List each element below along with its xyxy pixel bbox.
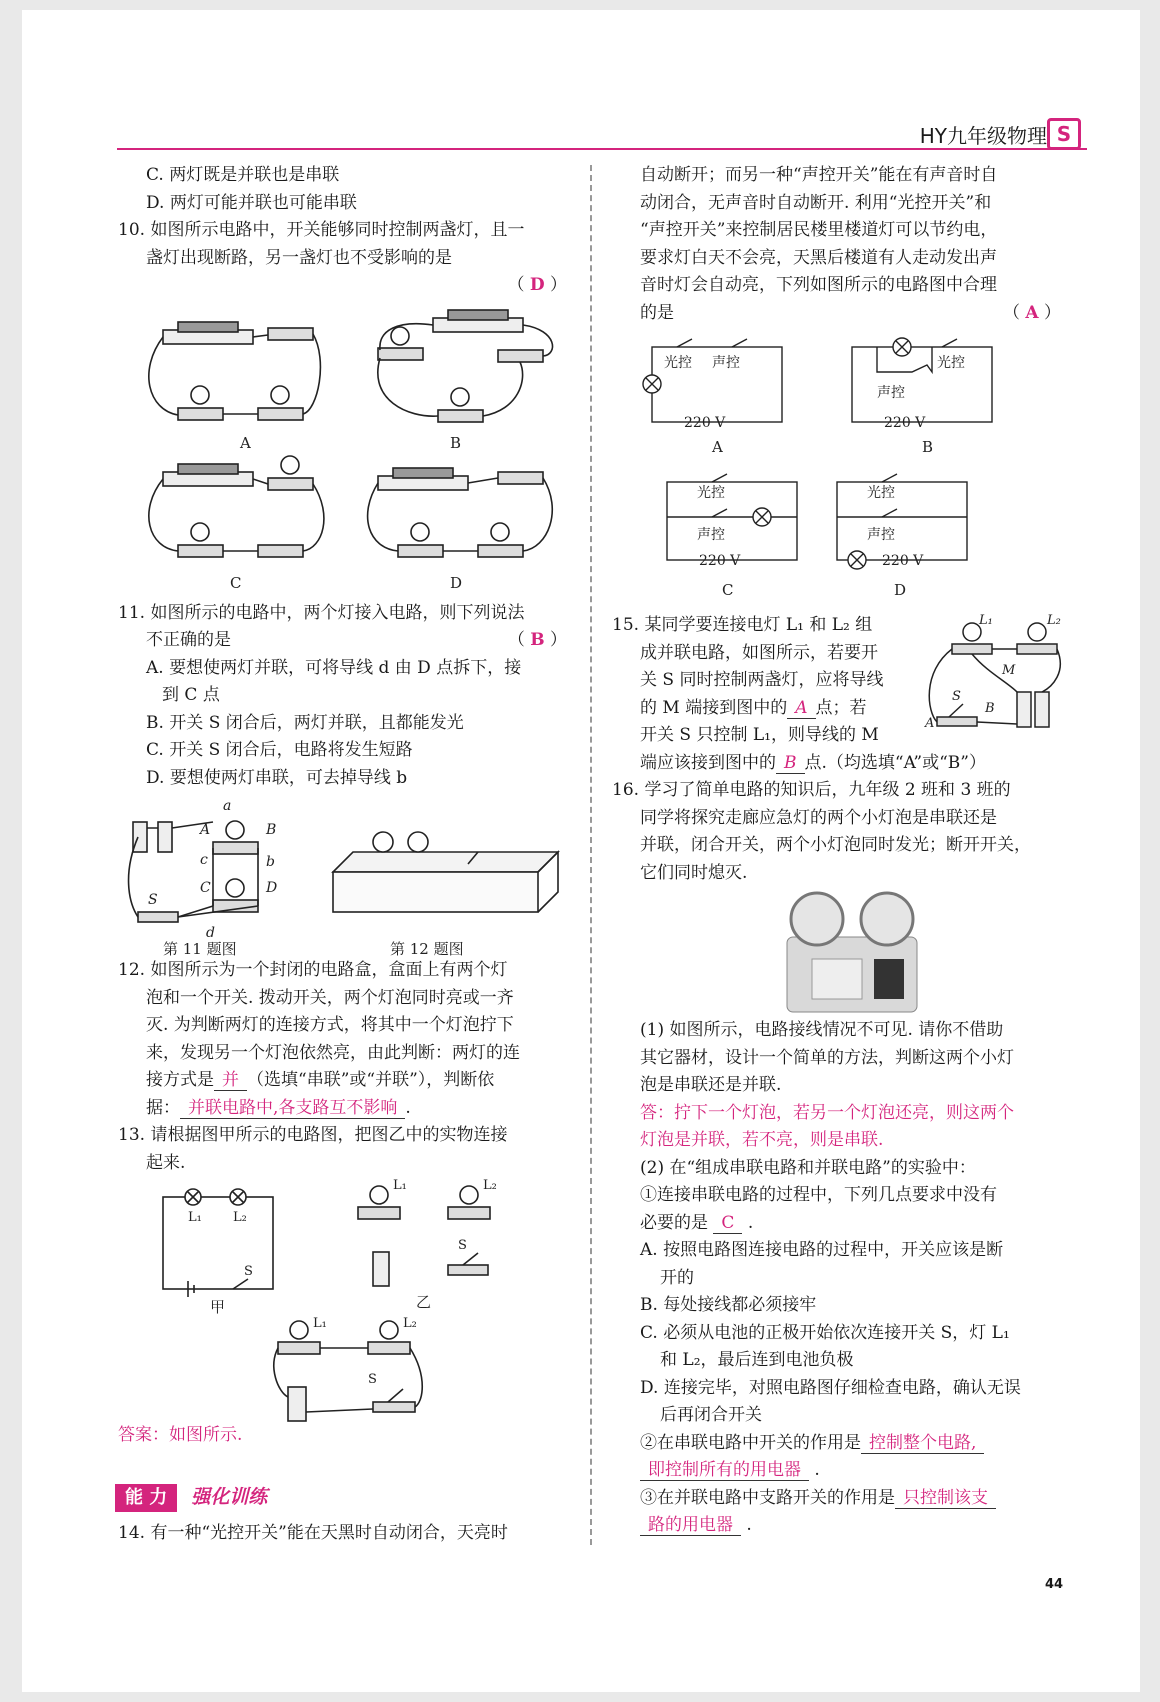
q14-text-4: “声控开关”来控制居民楼里楼道灯可以节约电， — [640, 220, 998, 240]
q16-part2-1: (2) 在“组成串联电路和并联电路”的实验中： — [640, 1157, 976, 1178]
q11-answer: B — [530, 630, 545, 650]
column-divider — [590, 165, 592, 1545]
q16-part2-q1a: ①连接串联电路的过程中，下列几点要求中没有 — [640, 1185, 997, 1205]
q12-text-6: 据： 并联电路中,各支路互不影响 . — [146, 1097, 411, 1118]
q15-text-4: 的 M 端接到图中的 A 点；若 — [640, 697, 867, 718]
header-rule — [117, 148, 1087, 150]
svg-text:M: M — [1002, 663, 1016, 678]
svg-text:A: A — [200, 822, 211, 838]
q15-text-3: 关 S 同时控制两盏灯，应将导线 — [640, 670, 884, 690]
q14-text-3: 动闭合，无声音时自动断开. 利用“光控开关”和 — [640, 192, 992, 213]
q16-part2-q3b: 路的用电器 . — [612, 1512, 1067, 1540]
q10-answer: D — [529, 275, 545, 295]
q11-option-a1: A. 要想使两灯并联，可将导线 d 由 D 点拆下，接 — [146, 657, 522, 678]
q16-text-2: 同学将探究走廊应急灯的两个小灯泡是串联还是 — [640, 807, 997, 828]
q11-option-d: D. 要想使两灯串联，可去掉导线 b — [146, 767, 408, 788]
q16-option-a1: A. 按照电路图连接电路的过程中，开关应该是断 — [640, 1240, 1004, 1260]
svg-text:L₂: L₂ — [403, 1316, 417, 1331]
q15-block — [612, 612, 1067, 777]
q16-part1-1: (1) 如图所示，电路接线情况不可见. 请你不借助 — [640, 1020, 1004, 1040]
fig13-jia: 甲 — [210, 1298, 226, 1316]
svg-text:L₂: L₂ — [233, 1210, 247, 1225]
svg-text:S: S — [148, 892, 158, 908]
q16-text-4: 它们同时熄灭. — [640, 862, 748, 883]
logo-icon: S — [1047, 118, 1081, 150]
q14-text-5: 要求灯白天不会亮，天黑后楼道有人走动发出声 — [640, 247, 997, 268]
header-title: HY九年级物理 — [919, 124, 1047, 148]
q16-part2-q1-answer: C — [713, 1213, 742, 1234]
q16-part1-2: 其它器材，设计一个简单的方法，判断这两个小灯 — [640, 1047, 1014, 1068]
q10-circuit-photos — [118, 300, 573, 600]
q13-text-2: 起来. — [146, 1152, 186, 1173]
q14-text-2: 自动断开；而另一种“声控开关”能在有声音时自 — [640, 165, 998, 185]
q14-answer: A — [1025, 302, 1039, 323]
svg-text:S: S — [952, 689, 961, 704]
q12-answer-1: 并 — [214, 1070, 247, 1091]
q13-figure — [118, 1177, 573, 1422]
q16-q2-answer-1: 控制整个电路, — [861, 1433, 984, 1454]
svg-text:L₁: L₁ — [393, 1178, 407, 1193]
svg-text:光控: 光控 — [937, 355, 965, 371]
left-column — [118, 162, 573, 1450]
q10-figure — [118, 300, 573, 600]
q16-emergency-light-photo — [612, 887, 1067, 1017]
q16-option-c2: 和 L₂，最后连到电池负极 — [660, 1350, 854, 1370]
q10-answer-bracket: （ D ） — [507, 275, 567, 295]
q16-q3-answer-2: 路的用电器 — [640, 1515, 741, 1536]
fig11-caption: 第 11 题图 — [163, 940, 237, 957]
q10-text-2: 盏灯出现断路，另一盏灯也不受影响的是 — [146, 247, 452, 268]
q11-q12-drawings — [118, 792, 573, 957]
q14-text-1: 14. 有一种“光控开关”能在天黑时自动闭合，天亮时 — [118, 1523, 508, 1543]
svg-text:L₂: L₂ — [1047, 613, 1061, 628]
q11-q12-figures — [118, 792, 573, 957]
svg-text:L₁: L₁ — [313, 1316, 327, 1331]
svg-text:a: a — [223, 798, 232, 814]
svg-text:声控: 声控 — [712, 355, 740, 371]
svg-text:220 V: 220 V — [699, 553, 741, 569]
svg-text:220 V: 220 V — [684, 415, 726, 431]
svg-text:b: b — [266, 854, 275, 870]
q14-figure — [612, 327, 1067, 612]
q10-label-d: D — [450, 573, 463, 592]
svg-text:声控: 声控 — [867, 527, 895, 543]
q11-option-c: C. 开关 S 闭合后，电路将发生短路 — [146, 740, 413, 760]
svg-text:L₂: L₂ — [483, 1178, 497, 1193]
q14-label-d: D — [894, 581, 907, 599]
q16-option-d2: 后再闭合开关 — [660, 1405, 762, 1425]
q16-text-3: 并联，闭合开关，两个小灯泡同时发光；断开开关， — [640, 835, 1031, 855]
q16-part2-q3: ③在并联电路中支路开关的作用是 只控制该支 — [612, 1485, 1067, 1513]
svg-text:L₁: L₁ — [979, 613, 993, 628]
svg-text:D: D — [266, 880, 278, 896]
q15-text-1: 15. 某同学要连接电灯 L₁ 和 L₂ 组 — [612, 615, 873, 635]
svg-text:c: c — [200, 852, 208, 868]
q13-circuits — [118, 1177, 573, 1422]
q16-part2-q2b: 即控制所有的用电器 . — [612, 1457, 1067, 1485]
page-number: 44 — [1045, 1577, 1064, 1592]
q14-label-b: B — [922, 438, 934, 456]
q16-option-a2: 开的 — [660, 1267, 694, 1288]
svg-text:光控: 光控 — [664, 355, 692, 371]
fig12-caption: 第 12 题图 — [390, 940, 464, 957]
q10-label-c: C — [230, 573, 242, 592]
q16-part2-q2: ②在串联电路中开关的作用是 控制整个电路, — [612, 1430, 1067, 1458]
emergency-light-image — [612, 887, 1067, 1017]
svg-text:声控: 声控 — [877, 385, 905, 401]
q16-part1-3: 泡是串联还是并联. — [640, 1075, 782, 1095]
q16-part2-q1b: 必要的是 C . — [640, 1212, 754, 1233]
q14-start — [118, 1520, 573, 1548]
svg-text:光控: 光控 — [697, 485, 725, 501]
q14-label-a: A — [712, 438, 723, 456]
q15-answer-1: A — [787, 698, 815, 719]
q15-text-2: 成并联电路，如图所示，若要开 — [640, 642, 878, 663]
q15-text-5: 开关 S 只控制 L₁，则导线的 M — [640, 725, 879, 745]
q13-answer: 答案：如图所示. — [118, 1425, 243, 1445]
section-label: 能 力 — [115, 1484, 177, 1512]
q12-text-4: 来，发现另一个灯泡依然亮，由此判断：两灯的连 — [146, 1042, 520, 1063]
fig13-yi: 乙 — [416, 1293, 432, 1311]
q16-option-b: B. 每处接线都必须接牢 — [640, 1295, 817, 1315]
svg-text:C: C — [200, 880, 211, 896]
svg-text:B: B — [266, 822, 277, 838]
q13-text-1: 13. 请根据图甲所示的电路图，把图乙中的实物连接 — [118, 1125, 508, 1145]
q15-text-6: 端应该接到图中的 B 点.（均选填“A”或“B”） — [640, 752, 986, 773]
q12-text-5: 接方式是 并 （选填“串联”或“并联”），判断依 — [146, 1070, 495, 1090]
q16-q3-answer-1: 只控制该支 — [895, 1488, 996, 1509]
q10-label-a: A — [240, 433, 251, 452]
svg-text:220 V: 220 V — [882, 553, 924, 569]
q15-answer-2: B — [776, 753, 805, 774]
q16-part1-answer-2: 灯泡是并联，若不亮，则是串联. — [640, 1130, 884, 1150]
q9-option-c: C. 两灯既是并联也是串联 — [146, 165, 340, 185]
section-heading — [115, 1482, 455, 1510]
q16-option-c1: C. 必须从电池的正极开始依次连接开关 S，灯 L₁ — [640, 1322, 1010, 1343]
q11-text-2: 不正确的是 （ B ） — [146, 630, 567, 650]
q15-figure — [917, 612, 1067, 742]
q16-option-d1: D. 连接完毕，对照电路图仔细检查电路，确认无误 — [640, 1377, 1021, 1398]
q9-option-d: D. 两灯可能并联也可能串联 — [146, 192, 357, 213]
q16-part1-answer-1: 答：拧下一个灯泡，若另一个灯泡还亮，则这两个 — [640, 1102, 1014, 1123]
q14-label-c: C — [722, 581, 734, 599]
q12-text-2: 泡和一个开关. 拨动开关，两个灯泡同时亮或一齐 — [146, 987, 514, 1008]
svg-text:S: S — [458, 1238, 467, 1253]
svg-text:A: A — [925, 716, 935, 731]
q12-answer-2: 并联电路中,各支路互不影响 — [180, 1098, 405, 1119]
svg-text:声控: 声控 — [697, 527, 725, 543]
svg-text:S: S — [244, 1264, 253, 1279]
q12-text-1: 12. 如图所示为一个封闭的电路盒，盒面上有两个灯 — [118, 960, 508, 980]
q10-text-1: 10. 如图所示电路中，开关能够同时控制两盏灯，且一 — [118, 220, 525, 240]
q11-option-a2: 到 C 点 — [162, 685, 220, 705]
svg-text:光控: 光控 — [867, 485, 895, 501]
q14-text-7: 的是 （ A ） — [640, 302, 1061, 323]
svg-text:B: B — [985, 701, 995, 716]
q14-text-6: 音时灯会自动亮，下列如图所示的电路图中合理 — [640, 275, 997, 295]
svg-text:220 V: 220 V — [884, 415, 926, 431]
q11-option-b: B. 开关 S 闭合后，两灯并联，且都能发光 — [146, 712, 464, 733]
q10-label-b: B — [450, 433, 462, 452]
right-column — [612, 162, 1067, 1540]
section-title: 强化训练 — [191, 1486, 268, 1508]
q12-text-3: 灭. 为判断两灯的连接方式，将其中一个灯泡拧下 — [146, 1015, 514, 1035]
q16-q2-answer-2: 即控制所有的用电器 — [640, 1460, 809, 1481]
svg-text:d: d — [206, 925, 215, 941]
q14-circuit-diagrams — [612, 327, 1067, 612]
page-header — [117, 110, 1087, 150]
svg-text:L₁: L₁ — [188, 1210, 202, 1225]
svg-text:S: S — [368, 1372, 377, 1387]
q16-text-1: 16. 学习了简单电路的知识后，九年级 2 班和 3 班的 — [612, 780, 1011, 800]
q11-text-1: 11. 如图所示的电路中，两个灯接入电路，则下列说法 — [118, 602, 525, 623]
